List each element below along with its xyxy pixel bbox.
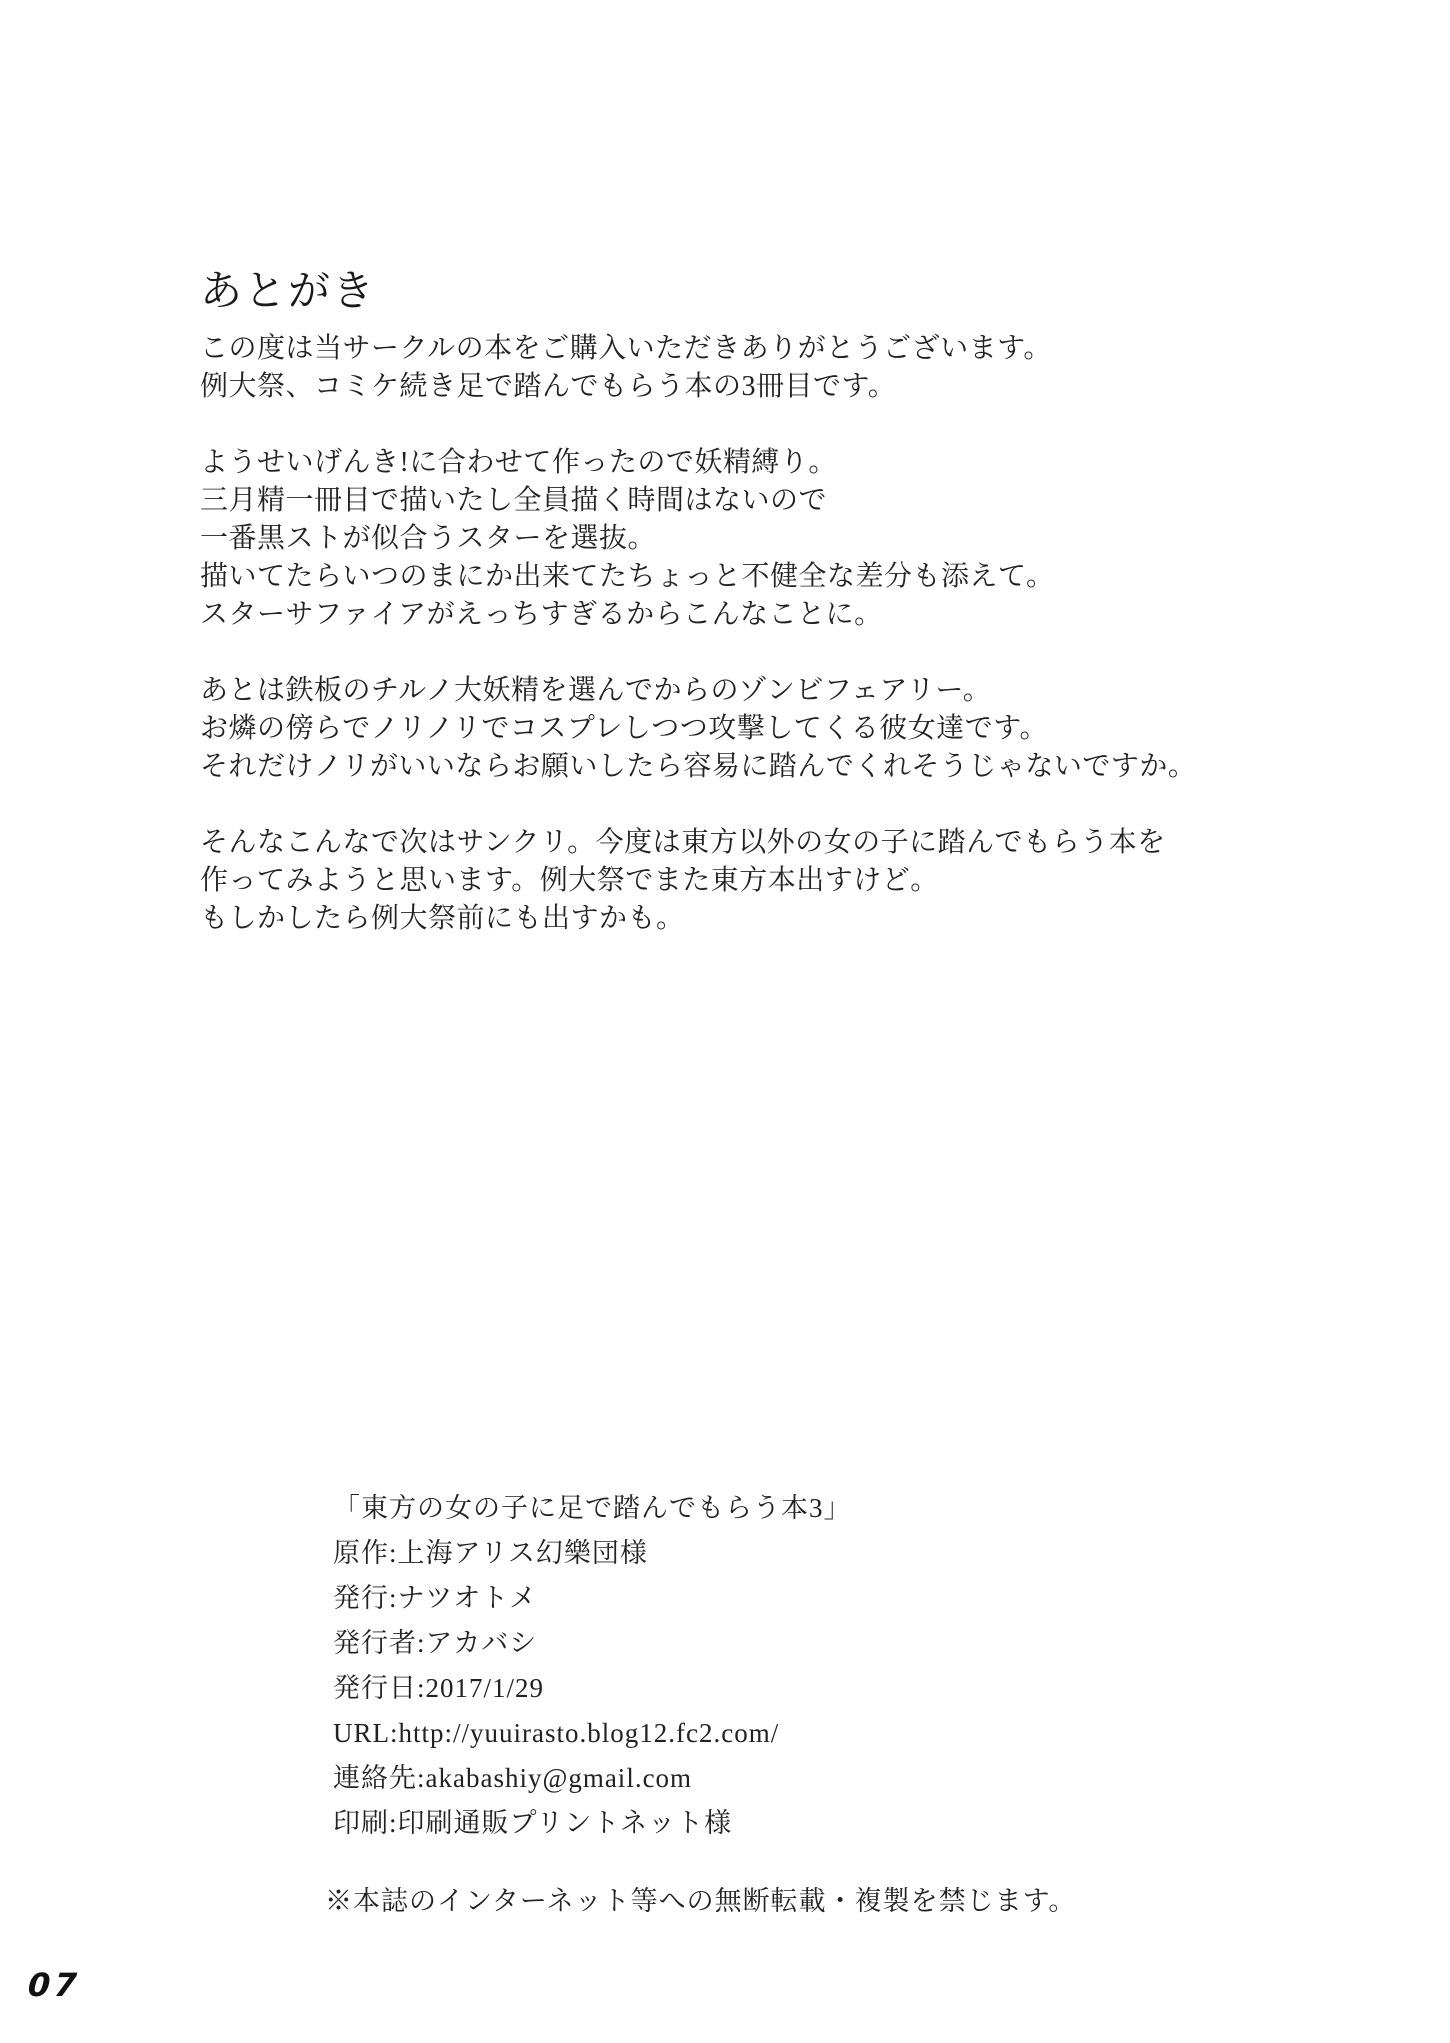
colophon (325, 1486, 1077, 1924)
afterword-line: 例大祭、コミケ続き足で踏んでもらう本の3冊目です。 (200, 371, 897, 402)
afterword-line: スターサファイアがえっちすぎるからこんなことに。 (200, 599, 883, 630)
afterword-line: ようせいげんき!に合わせて作ったので妖精縛り。 (200, 447, 837, 478)
afterword-line: お燐の傍らでノリノリでコスプレしつつ攻撃してくる彼女達です。 (200, 713, 1049, 744)
colophon-original-work: 原作:上海アリス幻樂団様 (333, 1538, 648, 1568)
afterword-body (200, 330, 1350, 976)
colophon-publish-date: 発行日:2017/1/29 (333, 1673, 545, 1703)
afterword-line: 描いてたらいつのまにか出来てたちょっと不健全な差分も添えて。 (200, 561, 1055, 592)
afterword-line: それだけノリがいいならお願いしたら容易に踏んでくれそうじゃないですか。 (200, 751, 1197, 782)
afterword-line: 一番黒ストが似合うスターを選抜。 (200, 523, 657, 554)
page-title: あとがき (200, 269, 377, 315)
afterword-paragraph (200, 824, 1350, 938)
colophon-circle: 発行:ナツオトメ (333, 1583, 537, 1613)
colophon-contact-email: 連絡先:akabashiy@gmail.com (333, 1763, 693, 1793)
reprint-disclaimer: ※本誌のインターネット等への無断転載・複製を禁じます。 (325, 1886, 1077, 1916)
afterword-paragraph (200, 672, 1350, 786)
afterword-paragraph (200, 330, 1350, 406)
afterword-line: 作ってみようと思います。例大祭でまた東方本出すけど。 (200, 865, 939, 896)
afterword-line: あとは鉄板のチルノ大妖精を選んでからのゾンビフェアリー。 (200, 675, 992, 706)
page-number: 07 (26, 1966, 82, 2004)
colophon-printer: 印刷:印刷通販プリントネット様 (333, 1808, 733, 1838)
colophon-book-title: 「東方の女の子に足で踏んでもらう本3」 (333, 1493, 852, 1523)
colophon-publisher: 発行者:アカバシ (333, 1628, 538, 1658)
afterword-line: この度は当サークルの本をご購入いただきありがとうございます。 (200, 333, 1052, 364)
afterword-line: もしかしたら例大祭前にも出すかも。 (200, 903, 685, 934)
colophon-url: URL:http://yuuirasto.blog12.fc2.com/ (333, 1718, 780, 1748)
afterword-line: 三月精一冊目で描いたし全員描く時間はないので (200, 485, 828, 516)
afterword-paragraph (200, 444, 1350, 634)
afterword-line: そんなこんなで次はサンクリ。今度は東方以外の女の子に踏んでもらう本を (200, 827, 1166, 858)
